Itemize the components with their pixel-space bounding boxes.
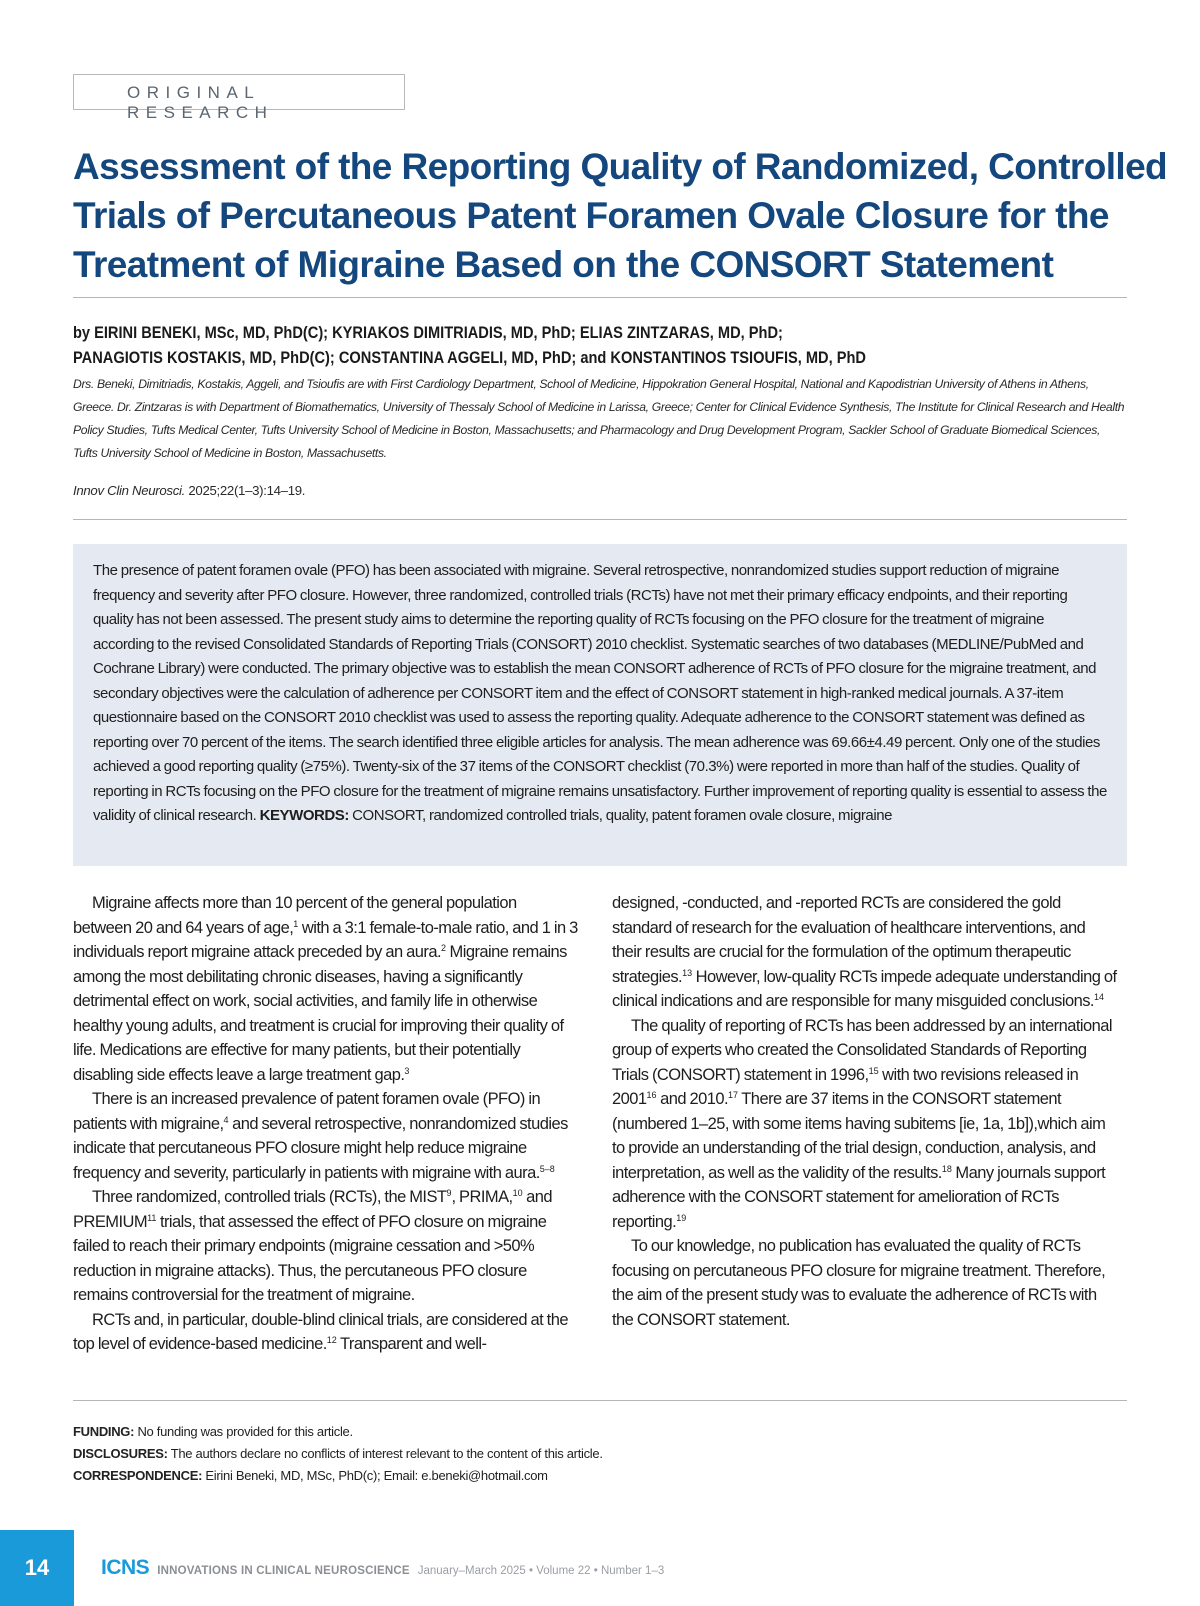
body-column-right	[612, 891, 1117, 1332]
section-label: ORIGINAL RESEARCH	[127, 83, 274, 122]
reference-marker: 10	[512, 1188, 523, 1198]
reference-marker: 1	[293, 918, 299, 929]
header-divider	[73, 519, 1127, 520]
correspondence-note: CORRESPONDENCE: Eirini Beneki, MD, MSc, PhD(c); Email: e.beneki@hotmail.com	[73, 1468, 548, 1483]
author-line-2: PANAGIOTIS KOSTAKIS, MD, PhD(C); CONSTANTINA AGGELI, MD, PhD; and KONSTANTINOS TSIOUFIS, MD, PhD	[73, 348, 866, 367]
funding-note: FUNDING: No funding was provided for this article.	[73, 1424, 353, 1439]
reference-marker: 9	[446, 1188, 452, 1198]
paragraph: Three randomized, controlled trials (RCTs), the MIST$^9$, PRIMA,$^{10}$ and PREMIUM$^{11}$ trials, that assessed the effect of PFO closure on migraine failed to reach their primary endpoints (migraine cessation and >50% reduction in migraine attacks). Thus, the percutaneous PFO closure remains controversial for the treatment of migraine.	[73, 1188, 553, 1304]
keywords-label: KEYWORDS:	[259, 807, 349, 824]
section-label-box	[73, 74, 405, 122]
abstract-text	[93, 559, 1107, 829]
author-list	[73, 320, 1127, 370]
abstract-box	[73, 544, 1127, 866]
reference-marker: 11	[147, 1212, 157, 1223]
reference-marker: 19	[676, 1212, 687, 1223]
paragraph: To our knowledge, no publication has evaluated the quality of RCTs focusing on percutaneous PFO closure for migraine treatment. Therefore, the aim of the present study was to evaluate the adherence of RCTs with the CONSORT statement.	[612, 1237, 1106, 1329]
footnotes	[73, 1421, 1127, 1487]
abstract-body: The presence of patent foramen ovale (PFO) has been associated with migraine. Several retrospective, nonrandomized studies support reduction of migraine frequency and severity after PFO closure. However, three randomized, controlled trials (RCTs) have not met their primary efficacy endpoints, and their reporting quality has not been assessed. The present study aims to determine the reporting quality of RCTs focusing on the PFO closure for the treatment of migraine according to the revised Consolidated Standards of Reporting Trials (CONSORT) 2010 checklist. Systematic searches of two databases (MEDLINE/PubMed and Cochrane Library) were conducted. The primary objective was to establish the mean CONSORT adherence of RCTs of PFO closure for the migraine treatment, and secondary objectives were the calculation of adherence per CONSORT item and the effect of CONSORT statement in high-ranked medical journals. A 37-item questionnaire based on the CONSORT 2010 checklist was used to assess the reporting quality. Adequate adherence to the CONSORT statement was defined as reporting over 70 percent of the items. The search identified three eligible articles for analysis. The mean adherence was 69.66±4.49 percent. Only one of the studies achieved a good reporting quality (≥75%). Twenty-six of the 37 items of the CONSORT checklist (70.3%) were reported in more than half of the studies. Quality of reporting in RCTs focusing on the PFO closure for the treatment of migraine remains unsatisfactory. Further improvement of reporting quality is essential to assess the validity of clinical research.	[93, 562, 1107, 824]
body-column-left	[73, 891, 578, 1357]
paragraph: RCTs and, in particular, double-blind clinical trials, are considered at the top level of evidence-based medicine.$^{12}$ Transparent and well-	[73, 1310, 568, 1353]
reference-marker: 18	[941, 1163, 952, 1174]
paragraph: The quality of reporting of RCTs has been addressed by an international group of experts who created the Consolidated Standards of Reporting Trials (CONSORT) statement in 1996,15 with two revisions released in 2001$^{16}$ and 2010.17 There are 37 items in the CONSORT statement (numbered 1–25, with some items having subitems [ie, 1a, 1b]),which aim to provide an understanding of the trial design, conduction, analysis, and interpretation, as well as the validity of the results.$^{18}$ Many journals support adherence with the CONSORT statement for amelioration of RCTs reporting.$^{19}$	[612, 1016, 1113, 1231]
citation-journal: Innov Clin Neurosci.	[73, 483, 186, 498]
footnote-divider	[73, 1400, 1127, 1401]
disclosures-note: DISCLOSURES: The authors declare no conflicts of interest relevant to the content of this article.	[73, 1446, 603, 1461]
reference-marker: 17	[728, 1090, 739, 1100]
article-title: Assessment of the Reporting Quality of Randomized, Controlled Trials of Percutaneous Patent Foramen Ovale Closure for the Treatment of Migraine Based on the CONSORT Statement	[73, 146, 1168, 285]
keywords: CONSORT, randomized controlled trials, quality, patent foramen ovale closure, migraine	[348, 807, 892, 824]
reference-marker: 2	[440, 943, 446, 953]
paragraph: designed, -conducted, and -reported RCTs are considered the gold standard of research for the evaluation of healthcare interventions, and their results are crucial for the formulation of the optimum therapeutic strategies.$^{13}$ However, low-quality RCTs impede adequate understanding of clinical indications and are responsible for many misguided conclusions.$^{14}$	[612, 894, 1117, 1010]
journal-logo: ICNS	[101, 1556, 150, 1579]
reference-marker: 3	[404, 1065, 410, 1076]
author-line-1: by EIRINI BENEKI, MSc, MD, PhD(C); KYRIAKOS DIMITRIADIS, MD, PhD; ELIAS ZINTZARAS, MD, PhD;	[73, 323, 783, 342]
running-footer	[101, 1556, 664, 1580]
reference-marker: 12	[326, 1335, 337, 1345]
title-divider	[73, 297, 1127, 298]
reference-marker: 14	[1093, 992, 1104, 1002]
reference-marker: 5–8	[539, 1163, 555, 1174]
paragraph: Migraine affects more than 10 percent of the general population between 20 and 64 years of age,$^1$ with a 3:1 female-to-male ratio, and 1 in 3 individuals report migraine attack preceded by an aura.$^2$ Migraine remains among the most debilitating chronic diseases, having a significantly detrimental effect on work, social activities, and family life in otherwise healthy young adults, and treatment is crucial for improving their quality of life. Medications are effective for many patients, but their potentially disabling side effects leave a large treatment gap.$^3$	[73, 894, 578, 1084]
affiliations: Drs. Beneki, Dimitriadis, Kostakis, Aggeli, and Tsioufis are with First Cardiology Department, School of Medicine, Hippokration General Hospital, National and Kapodistrian University of Athens in Athens, Greece. Dr. Zintzaras is with Department of Biomathematics, University of Thessaly School of Medicine in Larissa, Greece; Center for Clinical Evidence Synthesis, The Institute for Clinical Research and Health Policy Studies, Tufts Medical Center, Tufts University School of Medicine in Boston, Massachusetts; and Pharmacology and Drug Development Program, Sackler School of Graduate Biomedical Sciences, Tufts University School of Medicine in Boston, Massachusetts.	[73, 377, 1125, 460]
reference-marker: 16	[646, 1090, 657, 1100]
citation-details: 2025;22(1–3):14–19.	[185, 483, 306, 498]
journal-name: INNOVATIONS IN CLINICAL NEUROSCIENCE	[157, 1565, 410, 1577]
reference-marker: 13	[682, 967, 693, 978]
reference-marker: 4	[223, 1114, 229, 1125]
paragraph: There is an increased prevalence of patent foramen ovale (PFO) in patients with migraine,$^4$ and several retrospective, nonrandomized studies indicate that percutaneous PFO closure might help reduce migraine frequency and severity, particularly in patients with migraine with aura.$^{5-8}$	[73, 1090, 568, 1182]
page-number: 14	[0, 1530, 74, 1606]
issue-info: January–March 2025 • Volume 22 • Number 1–3	[417, 1565, 665, 1577]
reference-marker: 15	[868, 1065, 879, 1076]
citation	[73, 483, 305, 498]
